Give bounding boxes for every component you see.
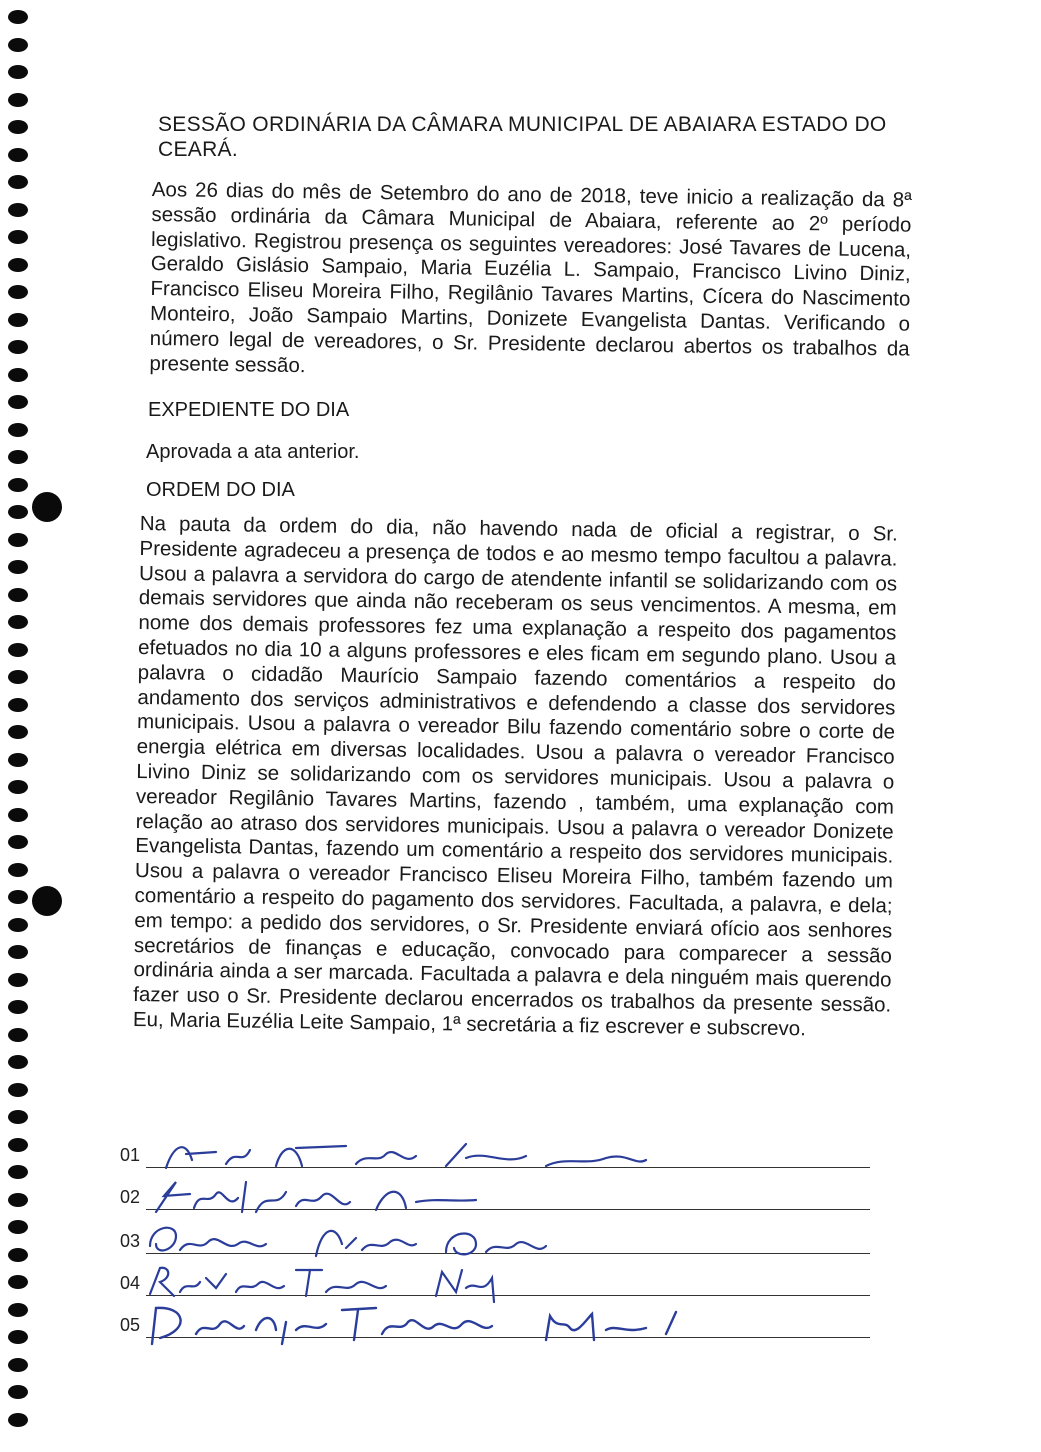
binder-hole <box>8 65 28 79</box>
binder-hole <box>8 973 28 987</box>
handwritten-signature <box>146 1216 866 1264</box>
binder-hole <box>8 340 28 354</box>
signature-number: 01 <box>120 1145 141 1165</box>
binder-hole <box>8 1110 28 1124</box>
binder-hole <box>8 753 28 767</box>
binder-hole <box>8 93 28 107</box>
signature-block <box>110 1130 880 1350</box>
opening-paragraph: Aos 26 dias do mês de Setembro do ano de 2018, teve inicio a realização da 8ª sessão ordinária da Câmara Municipal de Abaiara, referente ao 2º período legislativo. Registrou presença os seguintes vereadores: José Tavares de Lucena, Geraldo Gislásio Sampaio, Maria Euzélia L. Sampaio, Francisco Livino Diniz, Francisco Eliseu Moreira Filho, Regilânio Tavares Martins, Cícera do Nascimento Monteiro, João Sampaio Martins, Donizete Evangelista Dantas. Verificando o número legal de vereadores, o Sr. Presidente declarou abertos os trabalhos da presente sessão. <box>149 178 912 377</box>
binder-hole <box>8 863 28 877</box>
ordem-paragraph: Na pauta da ordem do dia, não havendo nada de oficial a registrar, o Sr. Presidente agradeceu a presença de todos e ao mesmo tempo facultou a palavra. Usou a palavra a servidora do cargo de atendente infantil se solidarizando com os demais servidores que ainda não receberam os seus vencimentos. A mesma, em nome dos demais professores fez uma explanação a respeito dos pagamentos efetuados no dia 10 a alguns professores e eles ficam em segundo plano. Usou a palavra o cidadão Maurício Sampaio fazendo comentários a respeito do andamento dos serviços administrativos e defendendo a classe dos servidores municipais. Usou a palavra o vereador Bilu fazendo comentário sobre o corte de energia elétrica em diversas localidades. Usou a palavra o vereador Francisco Livino Diniz se solidarizando com os servidores municipais. Usou a palavra o vereador Regilânio Tavares Martins, fazendo , também, uma explanação com relação ao atraso dos servidores municipais. Usou a palavra o vereador Donizete Evangelista Dantas, fazendo um comentário a respeito dos servidores municipais. Usou a palavra o vereador Francisco Eliseu Moreira Filho, também fazendo um comentário a respeito do pagamento dos servidores. Facultada, a palavra, e dela; em tempo: a pedido dos servidores, o Sr. Presidente enviará ofício aos senhores secretários de finanças e educação, convocado para comparecer a sessão ordinária ainda a ser marcada. Facultada a palavra e dela ninguém mais querendo fazer uso o Sr. Presidente declarou encerrados os trabalhos da presente sessão. Eu, Maria Euzélia Leite Sampaio, 1ª secretária a fiz escrever e subscrevo. <box>132 512 898 1041</box>
binder-hole <box>8 313 28 327</box>
binder-hole <box>8 1000 28 1014</box>
binder-hole <box>8 1358 28 1372</box>
ink-blot <box>32 886 62 916</box>
binder-hole <box>8 890 28 904</box>
binder-hole <box>8 478 28 492</box>
binder-hole <box>8 395 28 409</box>
signature-row <box>110 1300 870 1340</box>
signature-number: 04 <box>120 1273 141 1293</box>
binder-hole <box>8 1303 28 1317</box>
binder-hole <box>8 698 28 712</box>
ink-blot <box>32 492 62 522</box>
binder-hole <box>8 1330 28 1344</box>
binder-hole <box>8 505 28 519</box>
signature-number: 05 <box>120 1315 141 1335</box>
binder-hole <box>8 725 28 739</box>
handwritten-signature <box>146 1172 866 1220</box>
binder-hole <box>8 450 28 464</box>
binder-hole <box>8 1083 28 1097</box>
binder-holes <box>0 0 40 1452</box>
binder-hole <box>8 560 28 574</box>
binder-hole <box>8 175 28 189</box>
binder-hole <box>8 423 28 437</box>
signature-row <box>110 1216 870 1256</box>
ordem-heading: ORDEM DO DIA <box>146 479 295 501</box>
binder-hole <box>8 1385 28 1399</box>
signature-row <box>110 1130 870 1170</box>
signature-number: 03 <box>120 1231 141 1251</box>
expediente-text: Aprovada a ata anterior. <box>146 441 360 463</box>
binder-hole <box>8 1248 28 1262</box>
binder-hole <box>8 615 28 629</box>
signature-number: 02 <box>120 1187 141 1207</box>
binder-hole <box>8 148 28 162</box>
binder-hole <box>8 1138 28 1152</box>
binder-hole <box>8 643 28 657</box>
binder-hole <box>8 1028 28 1042</box>
binder-hole <box>8 1413 28 1427</box>
binder-hole <box>8 533 28 547</box>
handwritten-signature <box>146 1300 866 1348</box>
handwritten-signature <box>146 1130 866 1178</box>
binder-hole <box>8 835 28 849</box>
binder-hole <box>8 285 28 299</box>
binder-hole <box>8 38 28 52</box>
binder-hole <box>8 670 28 684</box>
binder-hole <box>8 230 28 244</box>
binder-hole <box>8 945 28 959</box>
binder-hole <box>8 1165 28 1179</box>
binder-hole <box>8 203 28 217</box>
binder-hole <box>8 588 28 602</box>
binder-hole <box>8 1275 28 1289</box>
binder-hole <box>8 780 28 794</box>
binder-hole <box>8 258 28 272</box>
binder-hole <box>8 808 28 822</box>
binder-hole <box>8 120 28 134</box>
expediente-heading: EXPEDIENTE DO DIA <box>148 399 350 421</box>
signature-row <box>110 1258 870 1298</box>
binder-hole <box>8 368 28 382</box>
binder-hole <box>8 918 28 932</box>
binder-hole <box>8 1055 28 1069</box>
document-title: SESSÃO ORDINÁRIA DA CÂMARA MUNICIPAL DE ABAIARA ESTADO DO CEARÁ. <box>158 113 887 161</box>
signature-row <box>110 1172 870 1212</box>
binder-hole <box>8 1220 28 1234</box>
handwritten-signature <box>146 1258 866 1306</box>
binder-hole <box>8 1193 28 1207</box>
binder-hole <box>8 10 28 24</box>
